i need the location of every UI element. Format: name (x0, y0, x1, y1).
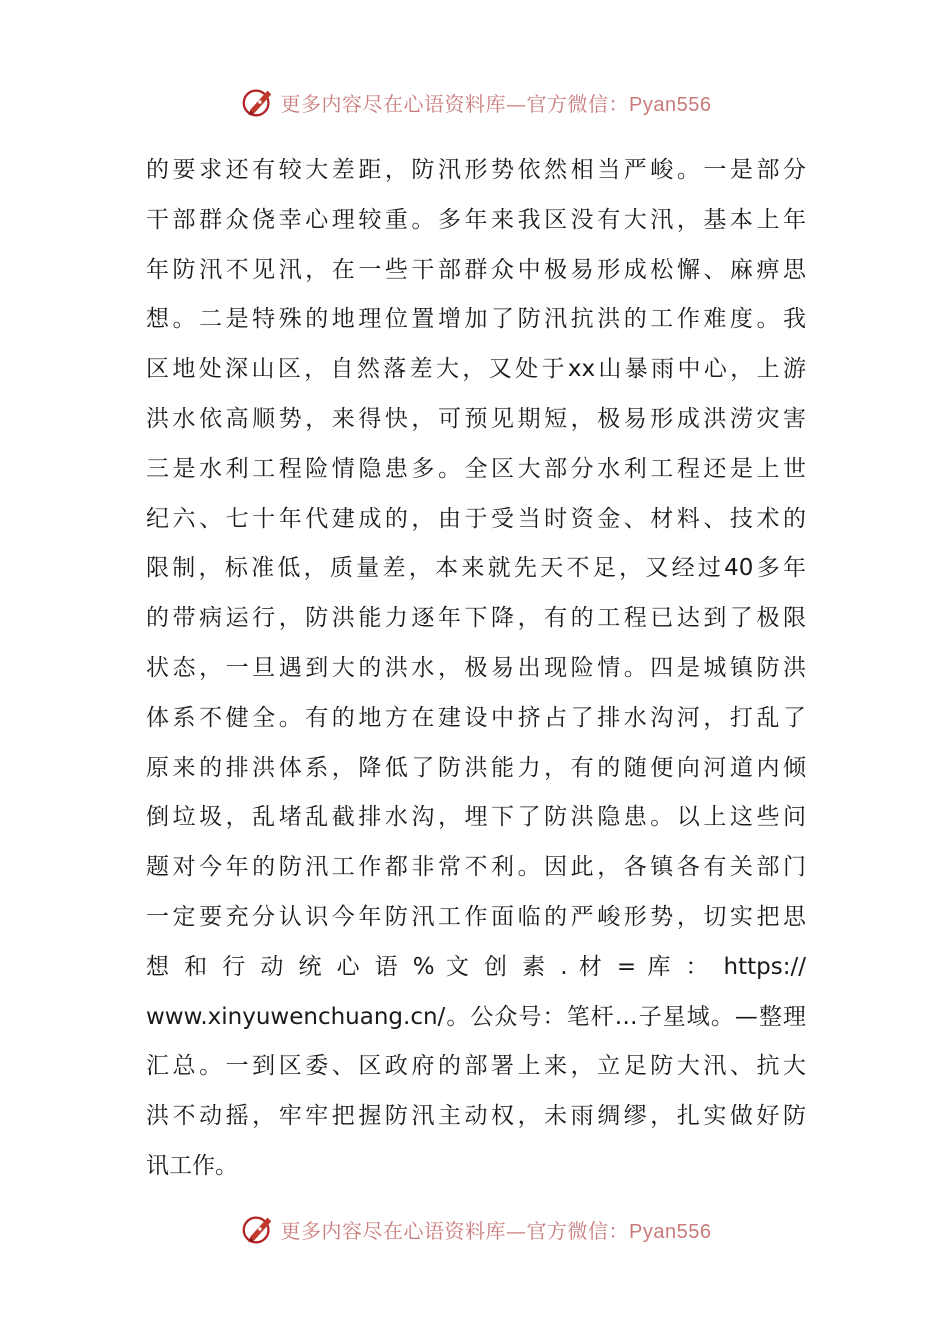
text-line: 一定要充分认识今年防汛工作面临的严峻形势，切实把思 (146, 903, 806, 930)
text-line: 年防汛不见汛，在一些干部群众中极易形成松懈、麻痹思 (146, 256, 806, 283)
text-line-last: 讯工作。 (146, 1152, 238, 1179)
header-banner-text: 更多内容尽在心语资料库—官方微信：Pyan556 (280, 91, 712, 116)
text-line: 体系不健全。有的地方在建设中挤占了排水沟河，打乱了 (146, 704, 806, 731)
text-line: 倒垃圾，乱堵乱截排水沟，埋下了防洪隐患。以上这些问 (146, 804, 806, 831)
header-wechat-id: Pyan556 (629, 93, 712, 116)
pen-nib-circle-icon (239, 1210, 277, 1248)
text-line: 区地处深山区，自然落差大，又处于xx山暴雨中心，上游 (146, 356, 806, 383)
text-line: 洪不动摇，牢牢把握防汛主动权，未雨绸缪，扎实做好防 (146, 1103, 806, 1130)
header-banner (0, 82, 950, 122)
footer-banner-text: 更多内容尽在心语资料库—官方微信：Pyan556 (280, 1218, 712, 1243)
text-line: 的带病运行，防洪能力逐年下降，有的工程已达到了极限 (146, 605, 806, 632)
text-line: 纪六、七十年代建成的，由于受当时资金、材料、技术的 (146, 505, 806, 532)
text-line: www.xinyuwenchuang.cn/。公众号：笔杆…子星域。—整理 (146, 1003, 806, 1030)
text-line: 洪水依高顺势，来得快，可预见期短，极易形成洪涝灾害 (146, 405, 806, 432)
pen-nib-circle-icon (239, 83, 277, 121)
footer-wechat-id: Pyan556 (629, 1220, 712, 1243)
text-line: 干部群众侥幸心理较重。多年来我区没有大汛，基本上年 (146, 206, 806, 233)
text-line: 汇总。一到区委、区政府的部署上来，立足防大汛、抗大 (146, 1053, 806, 1080)
text-line: 状态，一旦遇到大的洪水，极易出现险情。四是城镇防洪 (146, 654, 806, 681)
text-line: 三是水利工程险情隐患多。全区大部分水利工程还是上世 (146, 455, 806, 482)
footer-banner (0, 1209, 950, 1249)
text-line: 想。二是特殊的地理位置增加了防汛抗洪的工作难度。我 (146, 306, 806, 333)
text-line: 题对今年的防汛工作都非常不利。因此，各镇各有关部门 (146, 854, 806, 881)
text-line: 的要求还有较大差距，防汛形势依然相当严峻。一是部分 (146, 157, 806, 183)
text-line: 原来的排洪体系，降低了防洪能力，有的随便向河道内倾 (146, 754, 806, 781)
text-line: 限制，标准低，质量差，本来就先天不足，又经过40多年 (146, 555, 806, 582)
text-line: 想 和 行 动 统 心 语 % 文 创 素 . 材 = 库 ： https:// (146, 953, 806, 980)
document-body (146, 146, 806, 1192)
